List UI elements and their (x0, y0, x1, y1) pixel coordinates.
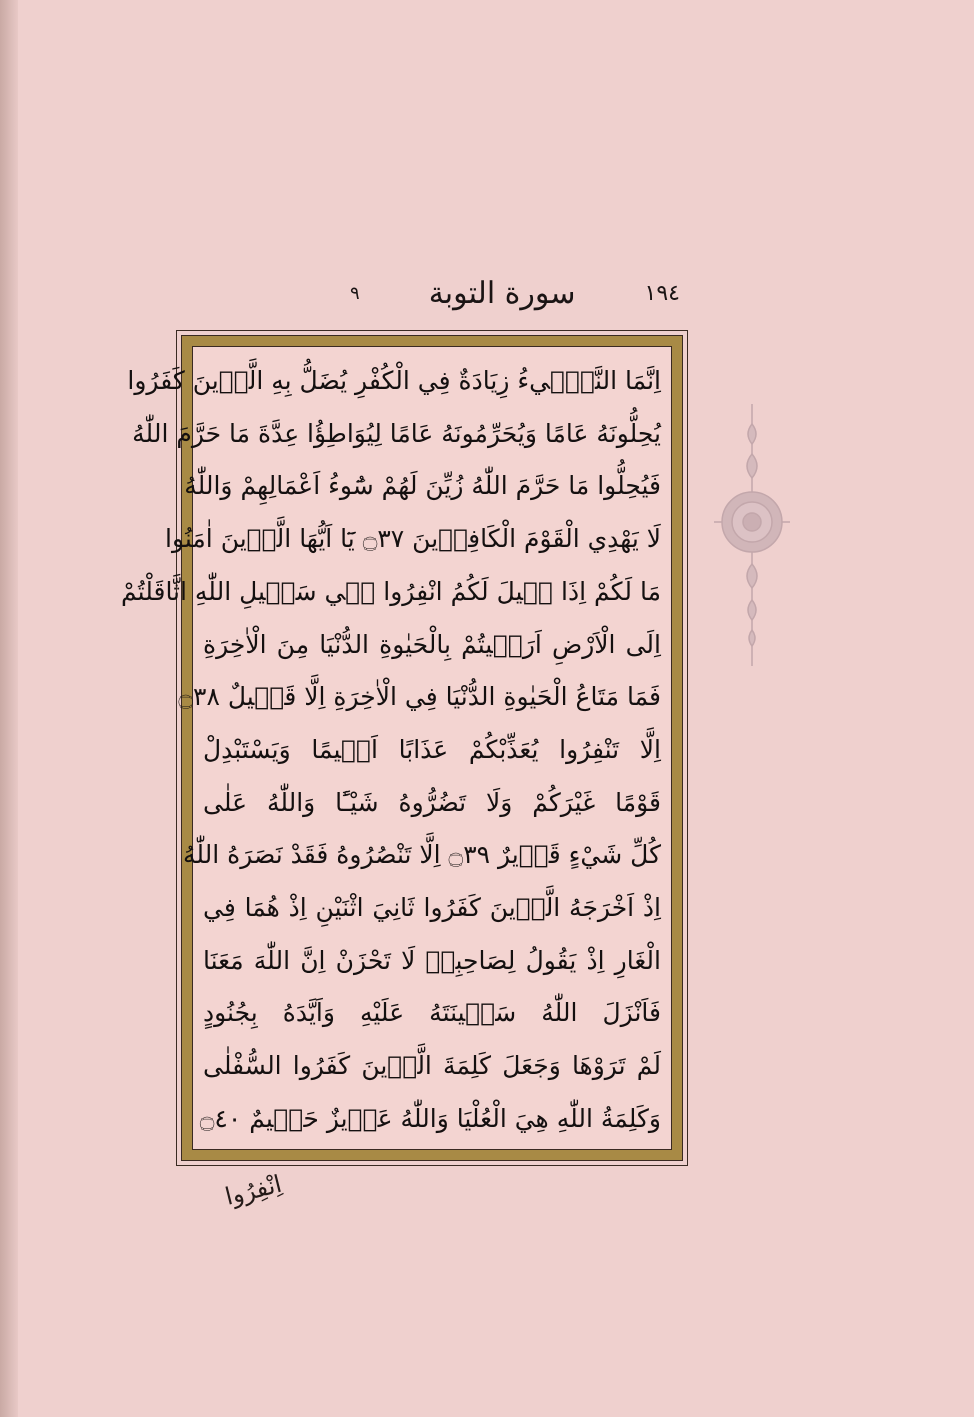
page-edge (0, 0, 18, 1417)
page-header (350, 272, 680, 314)
text-line: وَكَلِمَةُ اللّٰهِ هِيَ الْعُلْيَا وَاللّٰهُ عَزٖيزٌ حَكٖيمٌ ۝٤٠ (199, 1103, 661, 1133)
margin-ornament-icon (712, 404, 792, 666)
page-number: ١٩٤ (644, 280, 680, 306)
text-line: الْغَارِ اِذْ يَقُولُ لِصَاحِبِهٖ لَا تَحْزَنْ اِنَّ اللّٰهَ مَعَنَا (203, 945, 661, 975)
text-line: لَمْ تَرَوْهَا وَجَعَلَ كَلِمَةَ الَّذٖينَ كَفَرُوا السُّفْلٰى (203, 1051, 661, 1081)
text-line: يُحِلُّونَهُ عَامًا وَيُحَرِّمُونَهُ عَامًا لِيُوَاطِؤُا عِدَّةَ مَا حَرَّمَ اللّٰهُ (132, 418, 661, 448)
text-line: فَاَنْزَلَ اللّٰهُ سَكٖينَتَهُ عَلَيْهِ وَاَيَّدَهُ بِجُنُودٍ (203, 998, 661, 1028)
text-line: اِنَّمَا النَّسٖٓيءُ زِيَادَةٌ فِي الْكُفْرِ يُضَلُّ بِهِ الَّذٖينَ كَفَرُوا (127, 366, 661, 395)
text-line: اِلَى الْاَرْضِ اَرَضٖيتُمْ بِالْحَيٰوةِ الدُّنْيَا مِنَ الْاٰخِرَةِ (203, 629, 661, 659)
gold-border (121, 335, 683, 1161)
catchword: اِنْفِرُوا (222, 1169, 285, 1211)
text-line: فَمَا مَتَاعُ الْحَيٰوةِ الدُّنْيَا فِي الْاٰخِرَةِ اِلَّا قَلٖيلٌ ۝٣٨ (178, 682, 661, 712)
text-block (121, 346, 672, 1150)
surah-number: ٩ (350, 282, 360, 304)
text-line: مَا لَكُمْ اِذَا قٖيلَ لَكُمُ انْفِرُوا فٖي سَبٖيلِ اللّٰهِ اثَّاقَلْتُمْ (121, 576, 661, 606)
text-frame (121, 330, 688, 1166)
text-line: كُلِّ شَيْءٍ قَدٖيرٌ ۝٣٩ اِلَّا تَنْصُرُوهُ فَقَدْ نَصَرَهُ اللّٰهُ (182, 840, 661, 870)
text-line: اِذْ اَخْرَجَهُ الَّذٖينَ كَفَرُوا ثَانِيَ اثْنَيْنِ اِذْ هُمَا فِي (203, 893, 661, 923)
text-line: لَا يَهْدِي الْقَوْمَ الْكَافِرٖينَ ۝٣٧ يَٓا اَيُّهَا الَّذٖينَ اٰمَنُوا (165, 524, 661, 554)
text-line: اِلَّا تَنْفِرُوا يُعَذِّبْكُمْ عَذَابًا اَلٖيمًا وَيَسْتَبْدِلْ (203, 734, 661, 764)
surah-title: سورة التوبة (428, 275, 576, 311)
text-line: فَيُحِلُّوا مَا حَرَّمَ اللّٰهُ زُيِّنَ لَهُمْ سُٓوءُ اَعْمَالِهِمْ وَاللّٰهُ (184, 471, 661, 501)
text-line: قَوْمًا غَيْرَكُمْ وَلَا تَضُرُّوهُ شَيْـًٔا وَاللّٰهُ عَلٰى (203, 787, 661, 817)
